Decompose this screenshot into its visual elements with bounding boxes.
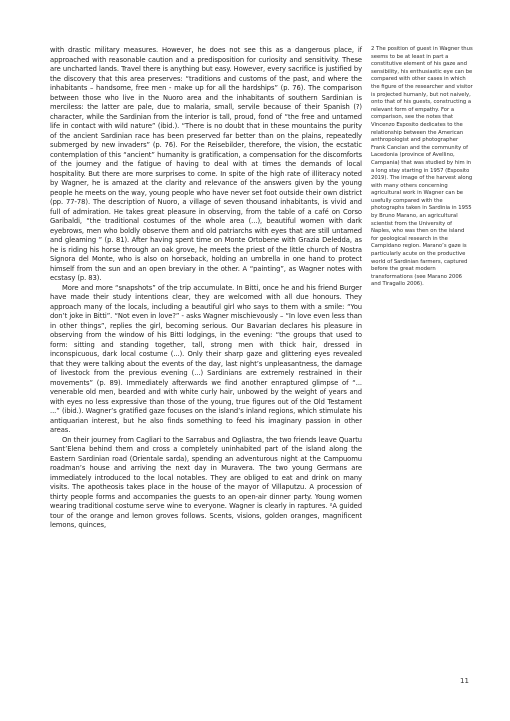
footnote-text: 2 The position of guest in Wagner thus seems to be at least in part a constitutive element of his gaze and sensibility, his enthusiastic eye can be compared with other cases in which the figure of the researcher and visitor is projected humanly, but not naively, onto that of his guests, constructing a relevant form of empathy. For a comparison, see the notes that Vincenzo Esposito dedicates to the relationship between the American anthropologist and photographer Frank Cancian and the community of Lacedonia (province of Avellino, Campania) that was studied by him in a long stay starting in 1957 (Esposito 2019). The image of the harvest along with many others concerning agricultural work in Wagner can be usefully compared with the photographs taken in Sardinia in 1955 by Bruno Marano, an agricultural scientist from the University of Naples, who was then on the island for geological research in the Campidano region. Marano’s gaze is particularly acute on the productive world of Sardinian farmers, captured before the great modern transformations (see Marano 2006 and Tiragallo 2006). <box>371 46 473 288</box>
paragraph-1: with drastic military measures. However, he does not see this as a dangerous place, if approached with reasonable caution and a predisposition for curiosity and sensitivity. These are uncharted lands. Travel there is anything but easy. However, every sacrifice is justified by the discovery that this area preserves: “traditions and customs of the past, and where the inhabitants – handsome, free men - make up for all the hardships” (p. 76). The comparison between those who live in the Nuoro area and the inhabitants of southern Sardinian is merciless: the latter are pale, due to malaria, small, servile because of their Spanish (?) character, while the Sardinian from the interior is tall, proud, fond of “the free and untamed life in contact with wild nature” (ibid.). “There is no doubt that in these mountains the purity of the ancient Sardinian race has been preserved far better than on the plains, repeatedly submerged by new invaders” (p. 76). For the Reisebilder, therefore, the vision, the ecstatic contemplation of this “ancient” humanity is gratification, a compensation for the discomforts of the journey and the fatigue of having to deal with at times the demands of local hospitality. But there are more surprises to come. In spite of the high rate of illiteracy noted by Wagner, he is amazed at the clarity and relevance of the answers given by the young people he meets on the way, young people who have never set foot outside their own district (pp. 77-78). The description of Nuoro, a village of seven thousand inhabitants, is vivid and full of admiration. He takes great pleasure in observing, from the table of a café on Corso Garibaldi, “the traditional costumes of the whole area (...), beautiful women with dark eyebrows, men who boldly observe them and old patriarchs with eyes that are still untamed and gleaming ” (p. 81). After having spent time on Monte Ortobene with Grazia Deledda, as he is riding his horse through an oak grove, he meets the priest of the little church of Nostra Signora del Monte, who is also on horseback, holding an umbrella in one hand to protect himself from the sun and an open breviary in the other. A “painting”, as Wagner notes with ecstasy (p. 83). <box>50 46 362 282</box>
main-text-column <box>50 46 362 531</box>
side-footnote <box>371 46 473 289</box>
paragraph-3: On their journey from Cagliari to the Sarrabus and Ogliastra, the two friends leave Quartu Sant’Elena behind them and cross a completely uninhabited part of the island along the Eastern Sardinian road (Orientale sarda), spending an adventurous night at the Campuomu roadman’s house and arriving the next day in Muravera. The two young Germans are immediately introduced to the local notables. They are obliged to eat and drink on many visits. The apotheosis takes place in the house of the mayor of Villaputzu. A procession of thirty people forms and accompanies the guests to an open-air dinner party. Young women wearing traditional costume serve wine to everyone. Wagner is clearly in raptures. ²A guided tour of the orange and lemon groves follows. Scents, visions, golden oranges, magnificent lemons, quinces, <box>50 435 362 529</box>
paragraph-2: More and more “snapshots” of the trip accumulate. In Bitti, once he and his friend Burger have made their study intentions clear, they are welcomed with all due honours. They approach many of the locals, including a beautiful girl who says to them with a smile: “You don’t joke in Bitti”. “Not even in love?” - asks Wagner mischievously – “In love even less than in other things”, replies the girl, becoming serious. Our Bavarian declares his pleasure in observing from the window of his Bitti lodgings, in the evening: “the groups that used to form: sitting and standing together, tall, strong men with thick hair, dressed in inconspicuous, dark local costume (...). Only their sharp gaze and glittering eyes revealed that they were talking about the events of the day, last night’s unpleasantness, the damage of livestock from the previous evening (...) Sardinians are extremely restrained in their movements” (p. 89). Immediately afterwards we find another enraptured glimpse of “... venerable old men, bearded and with white curly hair, unbowed by the weight of years and with eyes no less expressive than those of the young, true figures out of the Old Testament ...” (ibid.). Wagner’s gratified gaze focuses on the island’s inland regions, which stimulate his antiquarian interest, but he also finds something to feed his imaginary passion in other areas. <box>50 283 362 434</box>
page-number: 11 <box>460 677 469 685</box>
